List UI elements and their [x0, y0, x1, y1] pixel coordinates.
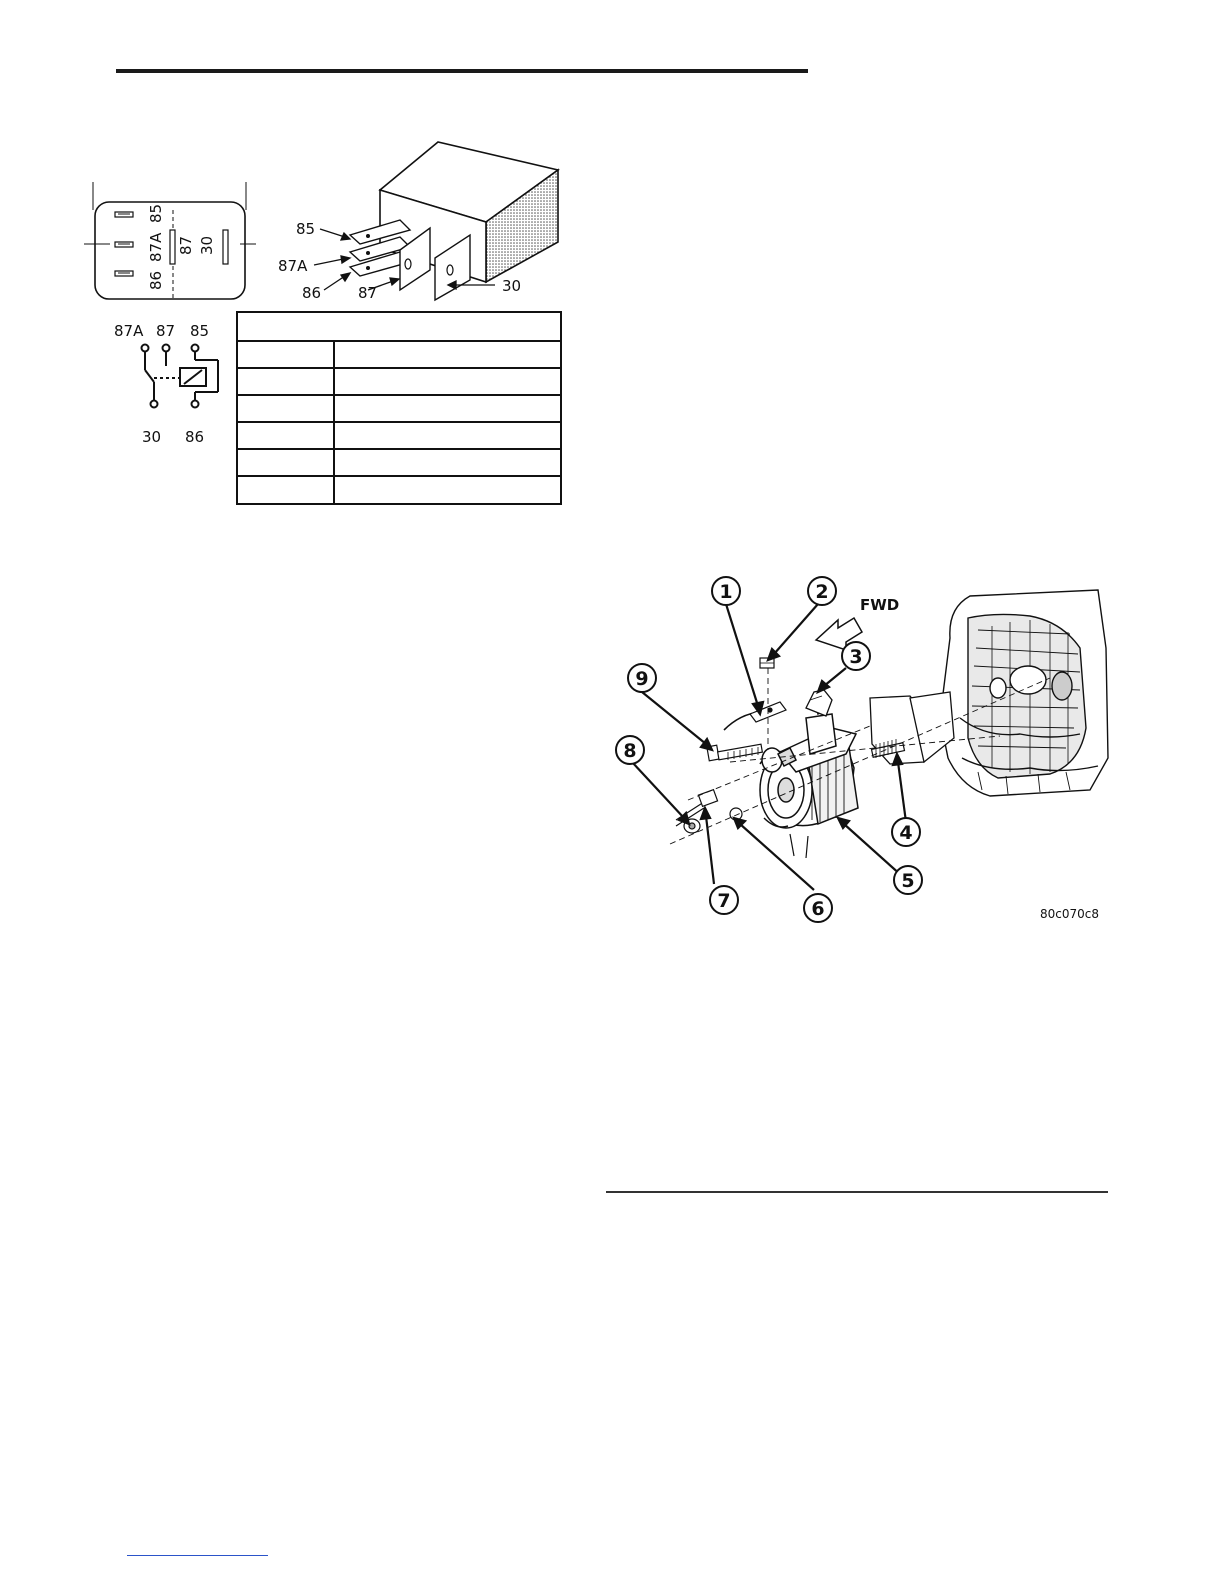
schematic-label-86: 86 [185, 428, 205, 446]
schematic-label-87: 87 [156, 322, 176, 340]
schematic-label-87a: 87A [114, 322, 144, 340]
top-rule [116, 69, 808, 73]
starter-motor-figure [610, 568, 1110, 928]
section-divider [606, 1191, 1108, 1193]
footer-link-underline[interactable] [127, 1555, 268, 1556]
callout-9: 9 [635, 668, 649, 690]
terminal-label-87: 87 [358, 284, 378, 302]
pin-label-87: 87 [177, 235, 195, 255]
pin-label-86: 86 [147, 270, 165, 290]
callout-2: 2 [815, 581, 829, 603]
terminal-label-85: 85 [296, 220, 316, 238]
callout-7: 7 [717, 890, 731, 912]
callout-3: 3 [849, 646, 863, 668]
pin-label-85: 85 [147, 203, 165, 223]
relay-pinout-diagram [80, 170, 260, 310]
callout-6: 6 [811, 898, 825, 920]
figure-code: 80c070c8 [1040, 907, 1100, 921]
callout-5: 5 [901, 870, 915, 892]
relay-isometric-drawing [270, 140, 570, 305]
callout-8: 8 [623, 740, 637, 762]
terminal-label-86: 86 [302, 284, 322, 302]
schematic-label-30: 30 [142, 428, 162, 446]
terminal-label-87a: 87A [278, 257, 308, 275]
fwd-label: FWD [860, 596, 900, 614]
schematic-label-85: 85 [190, 322, 210, 340]
relay-terminal-table [235, 310, 563, 506]
pin-label-30: 30 [198, 235, 216, 255]
callout-1: 1 [719, 581, 733, 603]
callout-4: 4 [899, 822, 913, 844]
relay-schematic [110, 318, 235, 468]
pin-label-87a: 87A [147, 232, 165, 262]
terminal-label-30: 30 [502, 277, 522, 295]
